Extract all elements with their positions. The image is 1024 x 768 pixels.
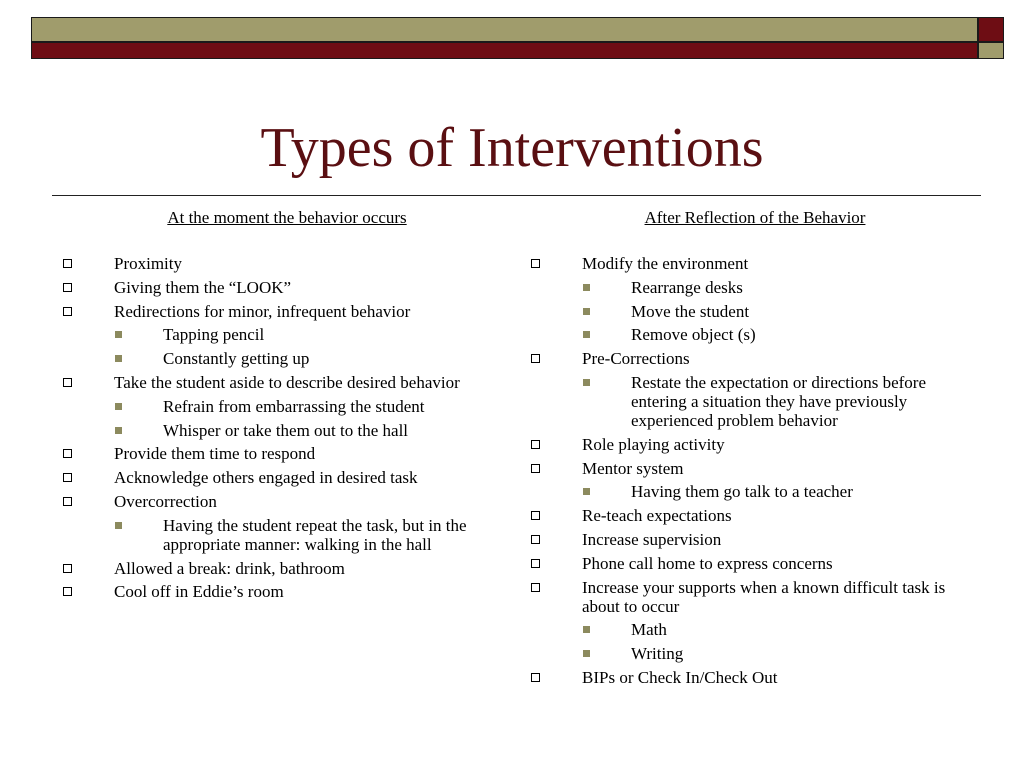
right-bullet-list xyxy=(530,254,970,687)
sub-bullet-list xyxy=(582,482,970,501)
bullet-text: Redirections for minor, infrequent behavior xyxy=(114,301,411,321)
bullet-item xyxy=(62,444,502,463)
bullet-item xyxy=(62,302,502,369)
left-bullet-list xyxy=(62,254,502,601)
header-band-maroon xyxy=(31,42,978,59)
bullet-item xyxy=(530,254,970,344)
bullet-item xyxy=(62,582,502,601)
bullet-item xyxy=(62,254,502,273)
header-band-olive xyxy=(31,17,978,42)
sub-bullet-item: Whisper or take them out to the hall xyxy=(114,421,502,440)
sub-bullet-item: Rearrange desks xyxy=(582,278,970,297)
bullet-text: Pre-Corrections xyxy=(582,349,690,369)
sub-bullet-item: Math xyxy=(582,620,970,639)
bullet-item xyxy=(530,554,970,573)
bullet-item xyxy=(62,468,502,487)
right-column xyxy=(530,207,970,692)
bullet-text: Allowed a break: drink, bathroom xyxy=(114,558,345,578)
bullet-text: Acknowledge others engaged in desired task xyxy=(114,468,418,488)
bullet-item xyxy=(530,668,970,687)
bullet-text: Role playing activity xyxy=(582,434,725,454)
sub-bullet-list xyxy=(582,373,970,430)
sub-bullet-list xyxy=(582,278,970,345)
bullet-text: Phone call home to express concerns xyxy=(582,553,833,573)
title-divider xyxy=(52,195,981,196)
sub-bullet-list xyxy=(114,516,502,554)
bullet-text: Re-teach expectations xyxy=(582,506,732,526)
bullet-text: Increase your supports when a known difficult task is about to occur xyxy=(582,577,946,616)
sub-bullet-item: Having them go talk to a teacher xyxy=(582,482,970,501)
bullet-text: Proximity xyxy=(114,254,183,273)
bullet-item xyxy=(530,459,970,502)
header-corner-olive xyxy=(978,42,1004,59)
bullet-text: Take the student aside to describe desired behavior xyxy=(114,372,460,392)
bullet-item xyxy=(530,578,970,664)
header-corner-maroon xyxy=(978,17,1004,42)
slide-title: Types of Interventions xyxy=(260,117,764,179)
sub-bullet-list xyxy=(582,620,970,663)
sub-bullet-item: Writing xyxy=(582,644,970,663)
bullet-text: Giving them the “LOOK” xyxy=(114,277,292,297)
bullet-item xyxy=(530,530,970,549)
right-column-heading: After Reflection of the Behavior xyxy=(644,208,866,227)
sub-bullet-item: Restate the expectation or directions before entering a situation they have previously experienced problem behavior xyxy=(582,373,970,430)
sub-bullet-item: Constantly getting up xyxy=(114,349,502,368)
bullet-text: Provide them time to respond xyxy=(114,444,316,464)
bullet-text: Mentor system xyxy=(582,458,684,478)
bullet-item xyxy=(530,435,970,454)
sub-bullet-item: Move the student xyxy=(582,302,970,321)
bullet-item xyxy=(62,373,502,440)
bullet-item xyxy=(530,506,970,525)
bullet-text: BIPs or Check In/Check Out xyxy=(582,667,778,687)
sub-bullet-item: Remove object (s) xyxy=(582,325,970,344)
sub-bullet-list xyxy=(114,325,502,368)
sub-bullet-item: Having the student repeat the task, but in the appropriate manner: walking in the hall xyxy=(114,516,502,554)
bullet-item xyxy=(62,492,502,554)
bullet-item xyxy=(62,278,502,297)
bullet-item xyxy=(62,559,502,578)
bullet-text: Modify the environment xyxy=(582,254,749,273)
bullet-item xyxy=(530,349,970,430)
sub-bullet-item: Tapping pencil xyxy=(114,325,502,344)
bullet-text: Cool off in Eddie’s room xyxy=(114,582,284,602)
bullet-text: Increase supervision xyxy=(582,529,722,549)
sub-bullet-item: Refrain from embarrassing the student xyxy=(114,397,502,416)
left-column xyxy=(62,207,502,606)
sub-bullet-list xyxy=(114,397,502,440)
bullet-text: Overcorrection xyxy=(114,491,217,511)
left-column-heading: At the moment the behavior occurs xyxy=(167,208,407,227)
